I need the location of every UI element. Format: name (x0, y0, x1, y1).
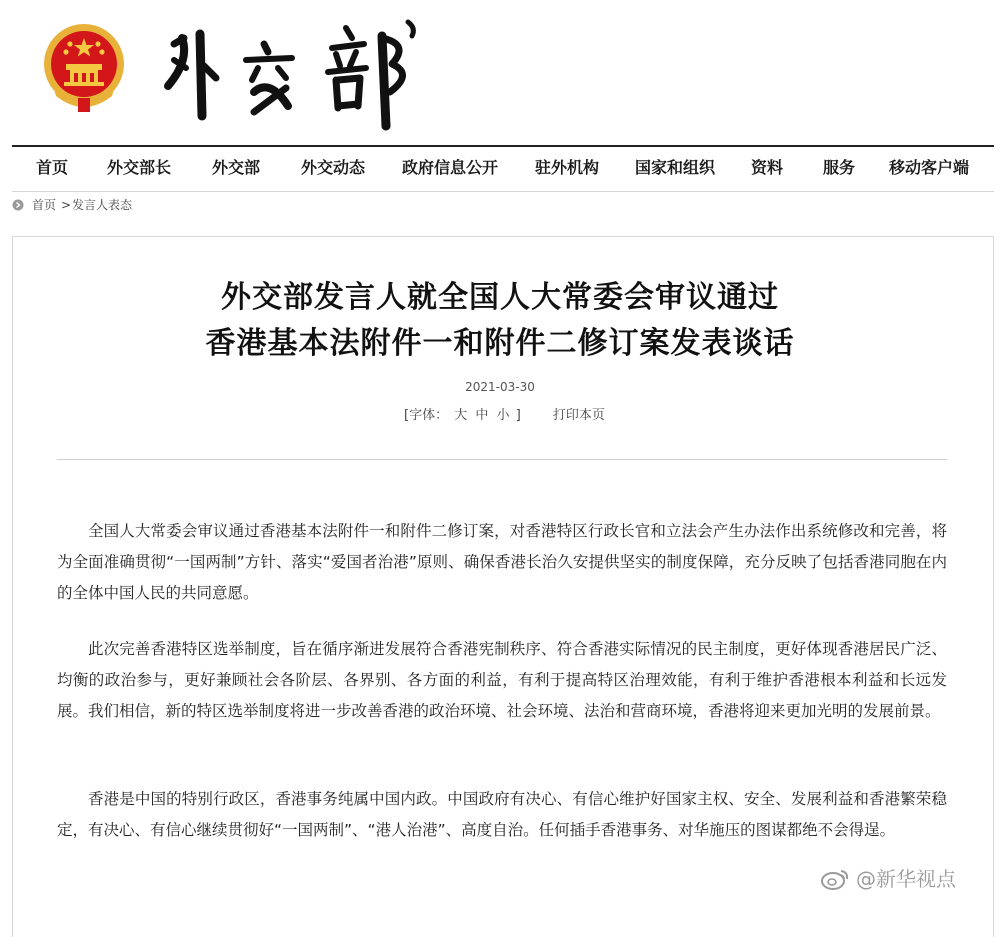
font-size-medium-button[interactable]: 中 (475, 408, 489, 423)
font-size-large-button[interactable]: 大 (454, 408, 468, 423)
location-icon (12, 199, 24, 211)
site-header (0, 0, 1000, 145)
article-title-line-1: 外交部发言人就全国人大常委会审议通过 (221, 280, 779, 315)
article-toolbar (404, 406, 605, 426)
article-title-line-2: 香港基本法附件一和附件二修订案发表谈话 (205, 326, 795, 361)
national-emblem-icon (38, 20, 130, 116)
watermark-text: @新华视点 (856, 867, 956, 891)
breadcrumb-current-link[interactable]: 发言人表态 (72, 198, 133, 212)
font-size-small-button[interactable]: 小 (496, 408, 510, 423)
nav-item-minister[interactable]: 外交部长 (107, 158, 172, 177)
nav-item-missions[interactable]: 驻外机构 (535, 158, 600, 177)
article-date: 2021-03-30 (465, 380, 535, 394)
article-paragraph-3: 香港是中国的特别行政区，香港事务纯属中国内政。中国政府有决心、有信心维护好国家主权、安全、发展利益和香港繁荣稳定，有决心、有信心继续贯彻好“一国两制”、“港人治港”、高度自治。任何插手香港事务、对华施压的图谋都绝不会得逞。 (57, 790, 947, 839)
ministry-calligraphy-logo (160, 8, 430, 136)
nav-item-mobile-client[interactable]: 移动客户端 (889, 158, 970, 177)
font-size-label: [字体： (404, 408, 449, 423)
main-nav (12, 145, 994, 192)
breadcrumb-separator: > (61, 198, 72, 212)
print-page-button[interactable]: 打印本页 (552, 408, 605, 423)
font-size-bracket-close: ] (515, 408, 521, 423)
nav-item-countries[interactable]: 国家和组织 (635, 158, 716, 177)
nav-item-resources[interactable]: 资料 (751, 158, 784, 177)
article-paragraph-1: 全国人大常委会审议通过香港基本法附件一和附件二修订案，对香港特区行政长官和立法会产生办法作出系统修改和完善，将为全面准确贯彻“一国两制”方针、落实“爱国者治港”原则、确保香港长治久安提供坚实的制度保障，充分反映了包括香港同胞在内的全体中国人民的共同意愿。 (57, 522, 947, 602)
article-paragraph-2: 此次完善香港特区选举制度，旨在循序渐进发展符合香港宪制秩序、符合香港实际情况的民主制度，更好体现香港居民广泛、均衡的政治参与，更好兼顾社会各阶层、各界别、各方面的利益，有利于提高特区治理效能，有利于维护香港根本利益和长远发展。我们相信，新的特区选举制度将进一步改善香港的政治环境、社会环境、法治和营商环境，香港将迎来更加光明的发展前景。 (57, 640, 947, 720)
nav-item-gov-info[interactable]: 政府信息公开 (402, 158, 499, 177)
article-divider (57, 459, 947, 460)
nav-item-home[interactable]: 首页 (36, 158, 69, 177)
nav-item-diplomatic-news[interactable]: 外交动态 (301, 158, 366, 177)
nav-item-services[interactable]: 服务 (823, 158, 856, 177)
nav-item-ministry[interactable]: 外交部 (212, 158, 261, 177)
breadcrumb-home-link[interactable]: 首页 (32, 198, 57, 212)
weibo-icon (820, 868, 850, 890)
